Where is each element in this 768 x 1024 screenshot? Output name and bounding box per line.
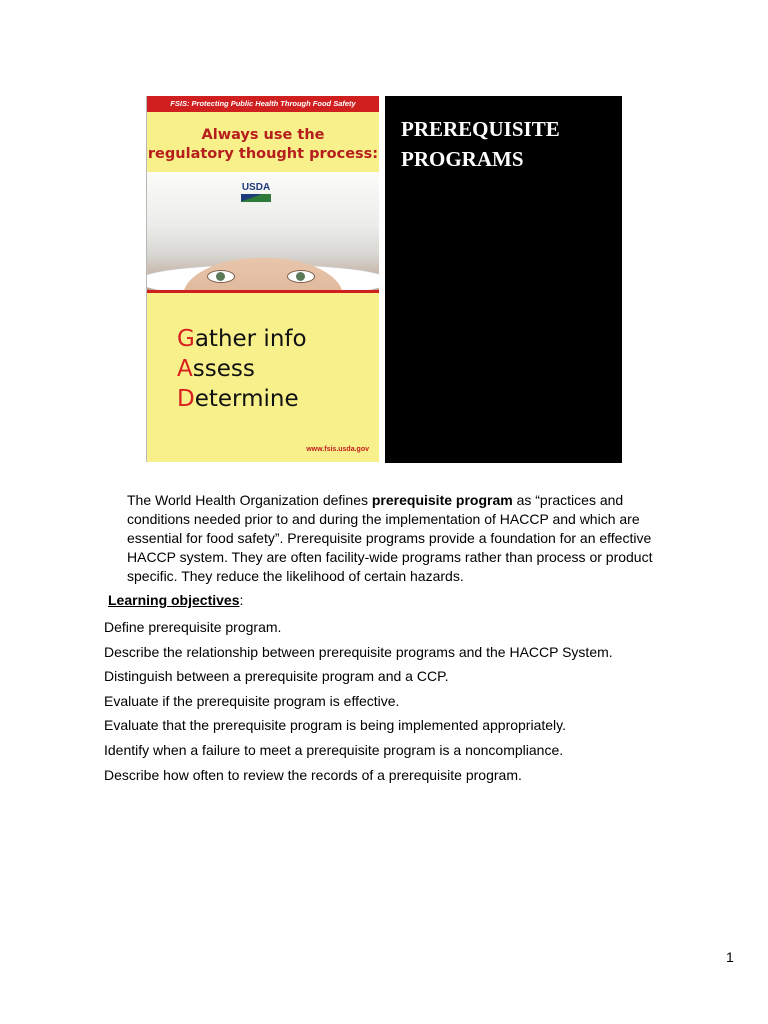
gad-line-assess	[177, 354, 377, 384]
poster-headline-line-2: regulatory thought process:	[147, 146, 379, 162]
usda-logo-mark	[241, 194, 271, 202]
poster-headline	[147, 126, 379, 164]
left-eye	[207, 270, 235, 283]
page-number: 1	[726, 949, 734, 965]
slide-poster-image	[146, 96, 379, 462]
poster-headline-line-1: Always use the	[201, 127, 325, 143]
intro-text-before: The World Health Organization defines	[127, 492, 372, 508]
gad-initial-d: D	[177, 386, 195, 412]
objectives-heading-text: Learning objectives	[108, 592, 240, 608]
slide-title-line-2: PROGRAMS	[401, 147, 524, 171]
intro-paragraph	[127, 491, 667, 586]
poster-top-band: FSIS: Protecting Public Health Through Food Safety	[147, 96, 379, 112]
objective-item: Evaluate if the prerequisite program is effective.	[104, 692, 400, 709]
objectives-list	[104, 615, 613, 787]
objectives-heading	[108, 591, 243, 610]
gad-line-gather	[177, 324, 377, 354]
photo-divider	[147, 290, 379, 293]
right-eye	[287, 270, 315, 283]
gad-initial-g: G	[177, 326, 195, 352]
slide-title	[401, 114, 611, 174]
gad-rest-gather: ather info	[194, 326, 307, 352]
objective-item: Identify when a failure to meet a prerequisite program is a noncompliance.	[104, 741, 564, 758]
slide-title-panel	[385, 96, 622, 463]
gad-line-determine	[177, 384, 377, 414]
intro-term: prerequisite program	[371, 492, 513, 508]
gad-rest-determine: etermine	[194, 386, 299, 412]
objective-item: Evaluate that the prerequisite program is being implemented appropriately.	[104, 717, 566, 734]
objectives-heading-colon: :	[239, 592, 244, 608]
objective-item: Describe how often to review the records of a prerequisite program.	[104, 766, 522, 783]
gad-rest-assess: ssess	[192, 356, 255, 382]
objective-item: Describe the relationship between prerequisite programs and the HACCP System.	[104, 643, 613, 660]
slide-title-line-1: PREREQUISITE	[401, 117, 560, 141]
gad-initial-a: A	[177, 356, 193, 382]
gad-mnemonic	[177, 324, 377, 414]
usda-logo-text: USDA	[241, 182, 271, 193]
objective-item: Distinguish between a prerequisite program and a CCP.	[104, 668, 449, 685]
poster-url: www.fsis.usda.gov	[306, 446, 369, 453]
intro-text-after: as “practices and conditions needed prior to and during the implementation of HACCP and which are essential for food safety”. Prerequisite programs provide a foundation for an effective HACCP system. They are often facility-wide programs rather than process or product specific. They reduce the likelihood of certain hazards.	[127, 492, 653, 584]
objective-item: Define prerequisite program.	[104, 619, 282, 635]
usda-logo	[239, 182, 273, 202]
